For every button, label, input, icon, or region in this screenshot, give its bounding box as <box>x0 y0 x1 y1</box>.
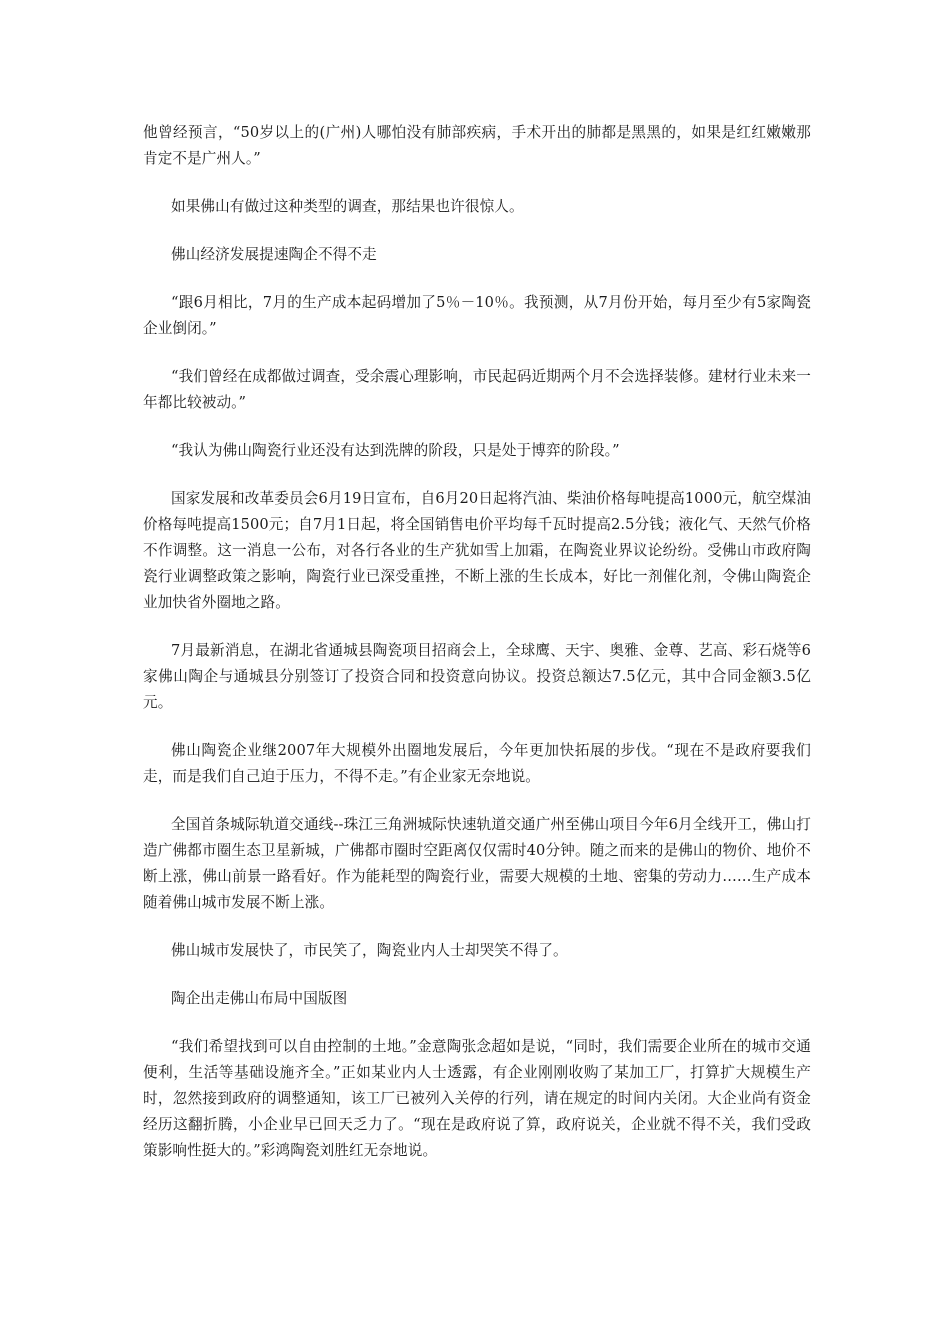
paragraph-6: 国家发展和改革委员会6月19日宣布，自6月20日起将汽油、柴油价格每吨提高1000元，航空煤油价格每吨提高1500元；自7月1日起，将全国销售电价平均每千瓦时提高2.5分钱；液化气、天然气价格不作调整。这一消息一公布，对各行各业的生产犹如雪上加霜，在陶瓷业界议论纷纷。受佛山市政府陶瓷行业调整政策之影响，陶瓷行业已深受重挫，不断上涨的生长成本，好比一剂催化剂，令佛山陶瓷企业加快省外圈地之路。 <box>143 490 811 611</box>
paragraph-1: 他曾经预言，“50岁以上的(广州)人哪怕没有肺部疾病，手术开出的肺都是黑黑的，如果是红红嫩嫩那肯定不是广州人。” <box>143 124 811 167</box>
paragraph-11: “我们希望找到可以自由控制的土地。”金意陶张念超如是说，“同时，我们需要企业所在的城市交通便利，生活等基础设施齐全。”正如某业内人士透露，有企业刚刚收购了某加工厂，打算扩大规模生产时，忽然接到政府的调整通知，该工厂已被列入关停的行列，请在规定的时间内关闭。大企业尚有资金经历这翻折腾，小企业早已回天乏力了。“现在是政府说了算，政府说关，企业就不得不关，我们受政策影响性挺大的。”彩鸿陶瓷刘胜红无奈地说。 <box>143 1038 811 1159</box>
paragraph-8: 佛山陶瓷企业继2007年大规模外出圈地发展后，今年更加快拓展的步伐。“现在不是政府要我们走，而是我们自己迫于压力，不得不走。”有企业家无奈地说。 <box>143 742 811 785</box>
paragraph-2: 如果佛山有做过这种类型的调查，那结果也许很惊人。 <box>171 198 524 215</box>
paragraph-7: 7月最新消息，在湖北省通城县陶瓷项目招商会上，全球鹰、天宇、奥雅、金尊、艺高、彩石烧等6家佛山陶企与通城县分别签订了投资合同和投资意向协议。投资总额达7.5亿元，其中合同金额3.5亿元。 <box>143 642 811 711</box>
paragraph-9: 全国首条城际轨道交通线--珠江三角洲城际快速轨道交通广州至佛山项目今年6月全线开工，佛山打造广佛都市圈生态卫星新城，广佛都市圈时空距离仅仅需时40分钟。随之而来的是佛山的物价、地价不断上涨，佛山前景一路看好。作为能耗型的陶瓷行业，需要大规模的土地、密集的劳动力……生产成本随着佛山城市发展不断上涨。 <box>143 816 811 911</box>
document-page <box>143 120 811 1186</box>
section-heading-1: 佛山经济发展提速陶企不得不走 <box>171 246 377 263</box>
section-heading-2: 陶企出走佛山布局中国版图 <box>171 990 348 1007</box>
paragraph-3: “跟6月相比，7月的生产成本起码增加了5％－10％。我预测，从7月份开始，每月至少有5家陶瓷企业倒闭。” <box>143 294 811 337</box>
paragraph-5: “我认为佛山陶瓷行业还没有达到洗牌的阶段，只是处于博弈的阶段。” <box>171 442 620 459</box>
paragraph-10: 佛山城市发展快了，市民笑了，陶瓷业内人士却哭笑不得了。 <box>171 942 568 959</box>
paragraph-4: “我们曾经在成都做过调查，受余震心理影响，市民起码近期两个月不会选择装修。建材行业未来一年都比较被动。” <box>143 368 811 411</box>
